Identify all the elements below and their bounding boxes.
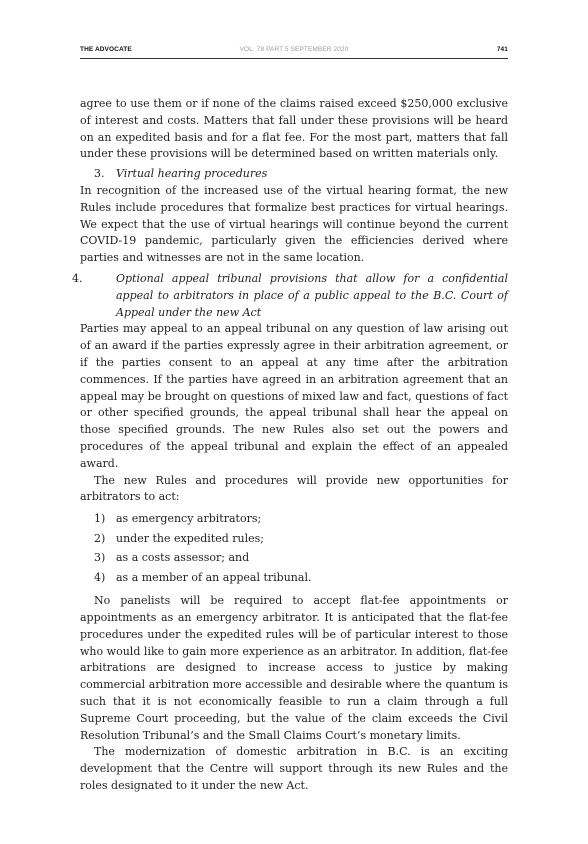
- numbered-list: [80, 509, 508, 587]
- paragraph-6: The modernization of domestic arbitration in B.C. is an exciting development that the Centre will support through its new Rules and the roles designated to it under the new Act.: [80, 745, 508, 792]
- paragraph-4: The new Rules and procedures will provide new opportunities for arbitrators to act:: [80, 473, 508, 504]
- list-item: 2) under the expedited rules;: [94, 531, 265, 545]
- header-rule: [80, 58, 508, 59]
- paragraph-2: In recognition of the increased use of the virtual hearing format, the new Rules include procedures that formalize best practices for virtual hearings. We expect that the use of virtual hearings will continue beyond the current COVID-19 pandemic, particularly given the efficiencies derived where parties and witnesses are not in the same location.: [80, 183, 508, 265]
- body-text: [72, 96, 508, 795]
- list-item: 3) as a costs assessor; and: [94, 551, 250, 565]
- section-title: Virtual hearing procedures: [116, 167, 268, 181]
- list-item: 1) as emergency arbitrators;: [94, 512, 262, 526]
- section-title: Optional appeal tribunal provisions that allow for a confidential appeal to arbitrators in place of a public appeal to the B.C. Court of Appeal under the new Act: [116, 271, 508, 319]
- section-heading-4: [72, 271, 508, 321]
- paragraph-5: No panelists will be required to accept flat-fee appointments or appointments as an emergency arbitrator. It is anticipated that the flat-fee procedures under the expedited rules will be of particular interest to those who would like to gain more experience as an arbitrator. In addition, flat-fee arbitrations are designed to increase access to justice by making commercial arbitration more accessible and desirable where the quantum is such that it is not economically feasible to run a claim through a full Supreme Court proceeding, but the value of the claim exceeds the Civil Resolution Tribunal’s and the Small Claims Court’s monetary limits.: [80, 594, 508, 742]
- issue-info: VOL. 78 PART 5 SEPTEMBER 2020: [239, 46, 349, 53]
- list-item: 4) as a member of an appeal tribunal.: [94, 570, 312, 584]
- paragraph-3: Parties may appeal to an appeal tribunal on any question of law arising out of an award if the parties expressly agree in their arbitration agreement, or if the parties consent to an appeal at any time after the arbitration commences. If the parties have agreed in an arbitration agreement that an appeal may be brought on questions of mixed law and fact, questions of fact or other specified grounds, the appeal tribunal shall hear the appeal on those specified grounds. The new Rules also set out the powers and procedures of the appeal tribunal and explain the effect of an appealed award.: [80, 322, 508, 470]
- paragraph-1: agree to use them or if none of the claims raised exceed $250,000 exclusive of interest and costs. Matters that fall under these provisions will be heard on an expedited basis and for a flat fee. For the most part, matters that fall under these provisions will be determined based on written materials only.: [80, 97, 508, 161]
- section-number: 4.: [72, 271, 83, 285]
- section-number: 3.: [94, 167, 105, 181]
- section-heading-3: [80, 166, 508, 183]
- page-number: 741: [496, 46, 508, 53]
- journal-name: THE ADVOCATE: [80, 46, 132, 53]
